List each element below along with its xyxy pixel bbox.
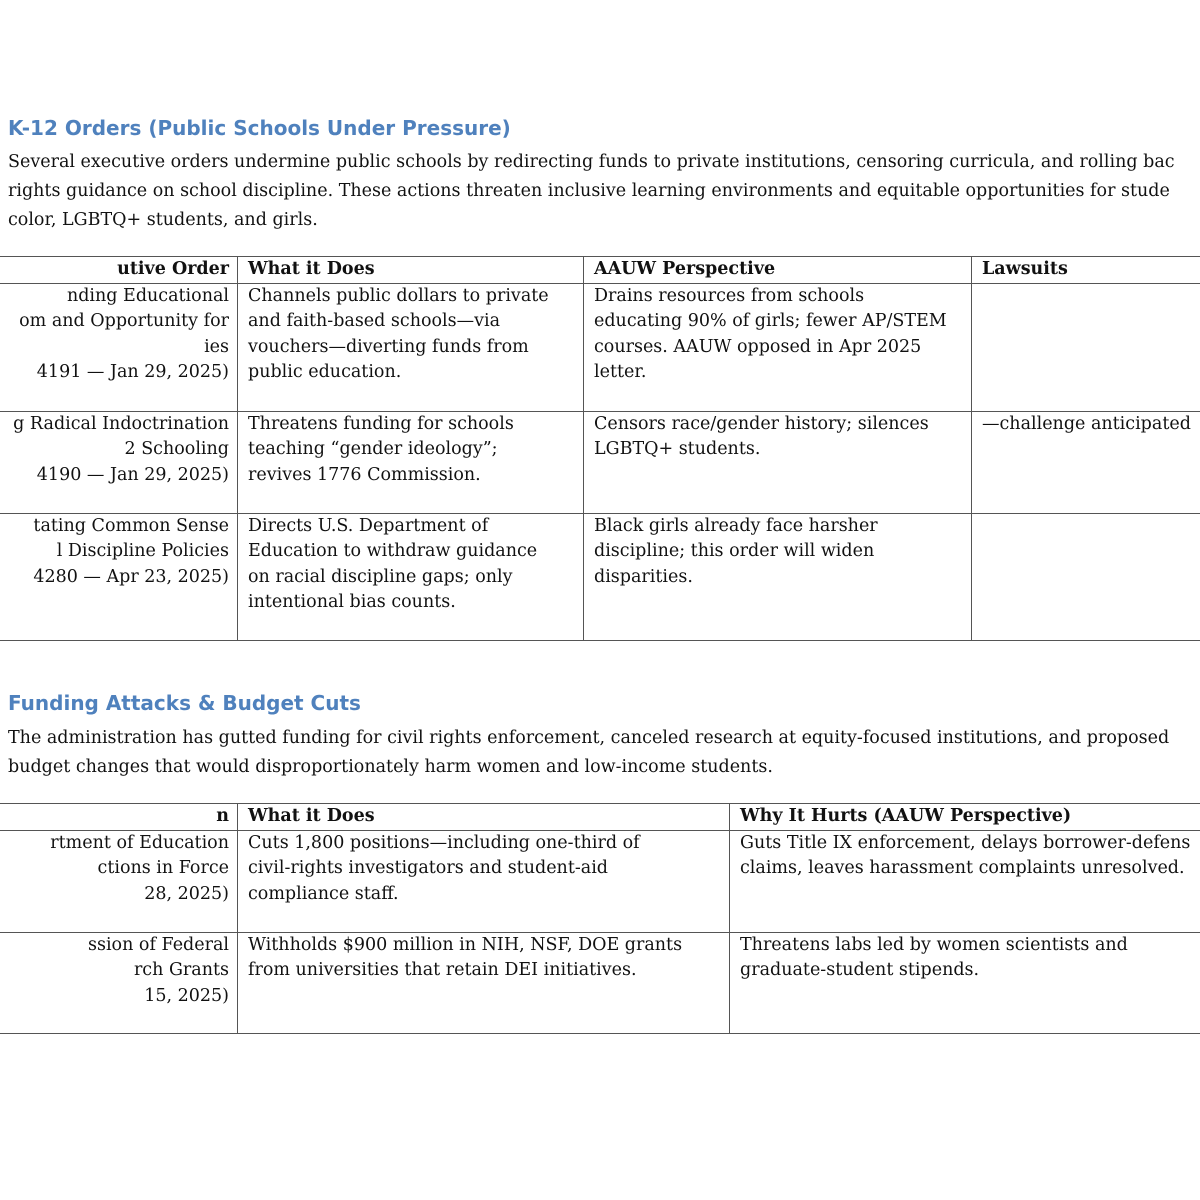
action-cell: ssion of Federal rch Grants 15, 2025) xyxy=(0,932,238,1033)
table-row xyxy=(0,830,1200,932)
intro-line: color, LGBTQ+ students, and girls. xyxy=(8,210,318,230)
column-header-action: n xyxy=(0,804,238,831)
column-header-executive-order: utive Order xyxy=(0,257,238,284)
action-cell: rtment of Education ctions in Force 28, 2025) xyxy=(0,830,238,932)
k12-intro xyxy=(8,148,1200,235)
why-it-hurts-cell: Threatens labs led by women scientists and graduate-student stipends. xyxy=(730,932,1200,1033)
table-header-row xyxy=(0,257,1200,284)
perspective-cell: Drains resources from schools educating 90% of girls; fewer AP/STEM courses. AAUW opposed in Apr 2025 letter. xyxy=(584,283,972,411)
intro-line: Several executive orders undermine public schools by redirecting funds to private institutions, censoring curricula, and rolling bac xyxy=(8,152,1175,172)
intro-line: budget changes that would disproportionately harm women and low-income students. xyxy=(8,757,773,777)
what-it-does-cell: Withholds $900 million in NIH, NSF, DOE grants from universities that retain DEI initiatives. xyxy=(238,932,730,1033)
funding-intro xyxy=(8,724,1200,782)
table-row xyxy=(0,932,1200,1033)
k12-heading: K-12 Orders (Public Schools Under Pressure) xyxy=(8,116,511,140)
what-it-does-cell: Cuts 1,800 positions—including one-third of civil-rights investigators and student-aid compliance staff. xyxy=(238,830,730,932)
column-header-why-it-hurts: Why It Hurts (AAUW Perspective) xyxy=(730,804,1200,831)
funding-table xyxy=(0,803,1200,1034)
column-header-lawsuits: Lawsuits xyxy=(972,257,1200,284)
table-row xyxy=(0,513,1200,640)
why-it-hurts-cell: Guts Title IX enforcement, delays borrower-defens claims, leaves harassment complaints unresolved. xyxy=(730,830,1200,932)
intro-line: The administration has gutted funding for civil rights enforcement, canceled research at equity-focused institutions, and proposed xyxy=(8,728,1170,748)
funding-heading: Funding Attacks & Budget Cuts xyxy=(8,691,361,715)
perspective-cell: Black girls already face harsher discipline; this order will widen disparities. xyxy=(584,513,972,640)
perspective-cell: Censors race/gender history; silences LGBTQ+ students. xyxy=(584,411,972,513)
lawsuits-cell: —challenge anticipated xyxy=(972,411,1200,513)
table-header-row xyxy=(0,804,1200,831)
column-header-what-it-does: What it Does xyxy=(238,257,584,284)
order-cell: tating Common Sense l Discipline Policies 4280 — Apr 23, 2025) xyxy=(0,513,238,640)
column-header-what-it-does: What it Does xyxy=(238,804,730,831)
order-cell: nding Educational om and Opportunity for ies 4191 — Jan 29, 2025) xyxy=(0,283,238,411)
lawsuits-cell xyxy=(972,513,1200,640)
intro-line: rights guidance on school discipline. These actions threaten inclusive learning environments and equitable opportunities for stude xyxy=(8,181,1170,201)
column-header-aauw-perspective: AAUW Perspective xyxy=(584,257,972,284)
k12-orders-table xyxy=(0,256,1200,641)
what-it-does-cell: Threatens funding for schools teaching “gender ideology”; revives 1776 Commission. xyxy=(238,411,584,513)
what-it-does-cell: Directs U.S. Department of Education to withdraw guidance on racial discipline gaps; only intentional bias counts. xyxy=(238,513,584,640)
table-row xyxy=(0,283,1200,411)
order-cell: g Radical Indoctrination 2 Schooling 4190 — Jan 29, 2025) xyxy=(0,411,238,513)
table-row xyxy=(0,411,1200,513)
lawsuits-cell xyxy=(972,283,1200,411)
what-it-does-cell: Channels public dollars to private and faith-based schools—via vouchers—diverting funds from public education. xyxy=(238,283,584,411)
